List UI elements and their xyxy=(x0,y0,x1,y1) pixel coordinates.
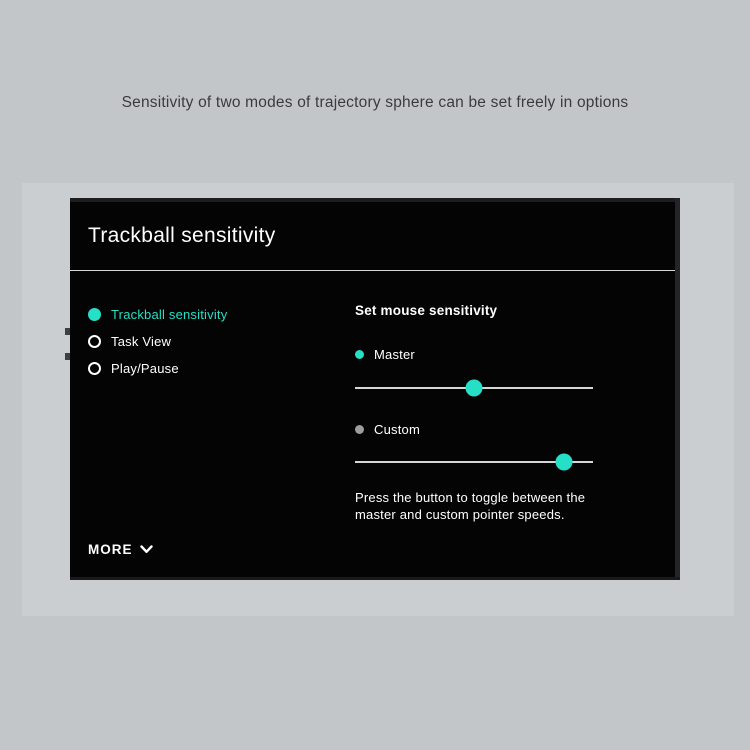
sidebar-item-trackball-sensitivity[interactable] xyxy=(88,301,227,328)
sidebar-item-label: Trackball sensitivity xyxy=(111,307,228,322)
master-label: Master xyxy=(374,347,415,362)
title-divider xyxy=(70,270,675,271)
custom-slider-thumb[interactable] xyxy=(556,454,573,471)
chevron-down-icon xyxy=(140,545,153,554)
more-button-label: MORE xyxy=(88,542,133,557)
content-heading: Set mouse sensitivity xyxy=(355,303,498,318)
panel-edge-notch xyxy=(65,353,70,360)
radio-unselected-icon xyxy=(88,335,101,348)
panel-right-edge xyxy=(675,198,680,580)
panel-edge-notch xyxy=(65,328,70,335)
radio-unselected-icon xyxy=(88,362,101,375)
sidebar-item-label: Play/Pause xyxy=(111,361,179,376)
sidebar-item-task-view[interactable] xyxy=(88,328,227,355)
panel-title: Trackball sensitivity xyxy=(88,224,276,247)
panel-bottom-edge xyxy=(70,577,680,580)
master-label-row xyxy=(355,347,415,362)
custom-label-row xyxy=(355,422,420,437)
custom-sensitivity-slider[interactable] xyxy=(355,452,593,472)
custom-label: Custom xyxy=(374,422,420,437)
page-caption: Sensitivity of two modes of trajectory sphere can be set freely in options xyxy=(121,94,629,111)
radio-selected-icon xyxy=(88,308,101,321)
toggle-note: Press the button to toggle between the master and custom pointer speeds. xyxy=(355,490,586,522)
sidebar xyxy=(88,301,227,382)
settings-panel xyxy=(70,198,680,580)
sidebar-item-label: Task View xyxy=(111,334,172,349)
panel-backdrop xyxy=(22,183,734,616)
master-bullet-icon xyxy=(355,350,364,359)
sidebar-item-play-pause[interactable] xyxy=(88,355,227,382)
panel-top-edge xyxy=(70,198,680,202)
master-sensitivity-slider[interactable] xyxy=(355,378,593,398)
more-button[interactable] xyxy=(88,542,153,557)
master-slider-thumb[interactable] xyxy=(466,380,483,397)
custom-bullet-icon xyxy=(355,425,364,434)
